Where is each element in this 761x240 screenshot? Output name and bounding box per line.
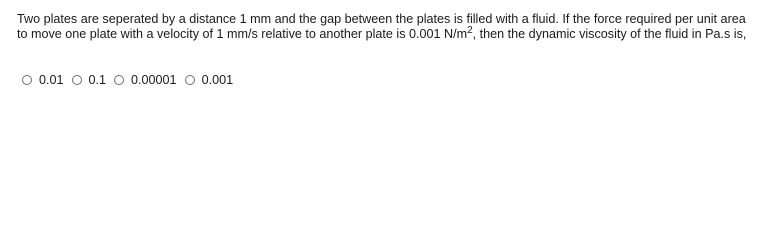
radio-button-icon[interactable] xyxy=(72,75,82,85)
option-label: 0.01 xyxy=(39,73,64,87)
question-text-part-2: , then the dynamic viscosity of the fluid in Pa.s is, xyxy=(472,27,747,41)
option-0-001[interactable] xyxy=(185,73,234,87)
question-text xyxy=(17,12,747,42)
radio-button-icon[interactable] xyxy=(22,75,32,85)
radio-button-icon[interactable] xyxy=(185,75,195,85)
question-text-part-1: Two plates are seperated by a distance 1 mm and the gap between the plates is filled with a fluid. If the force required per unit area to move one plate with a velocity of 1 mm/s relative to another plate is 0.001 N/m xyxy=(17,12,746,41)
option-label: 0.00001 xyxy=(131,73,177,87)
answer-options xyxy=(22,73,241,87)
option-0-01[interactable] xyxy=(22,73,64,87)
option-0-00001[interactable] xyxy=(114,73,177,87)
option-0-1[interactable] xyxy=(72,73,107,87)
radio-button-icon[interactable] xyxy=(114,75,124,85)
option-label: 0.001 xyxy=(201,73,234,87)
option-label: 0.1 xyxy=(88,73,107,87)
superscript-exponent: 2 xyxy=(467,24,473,36)
